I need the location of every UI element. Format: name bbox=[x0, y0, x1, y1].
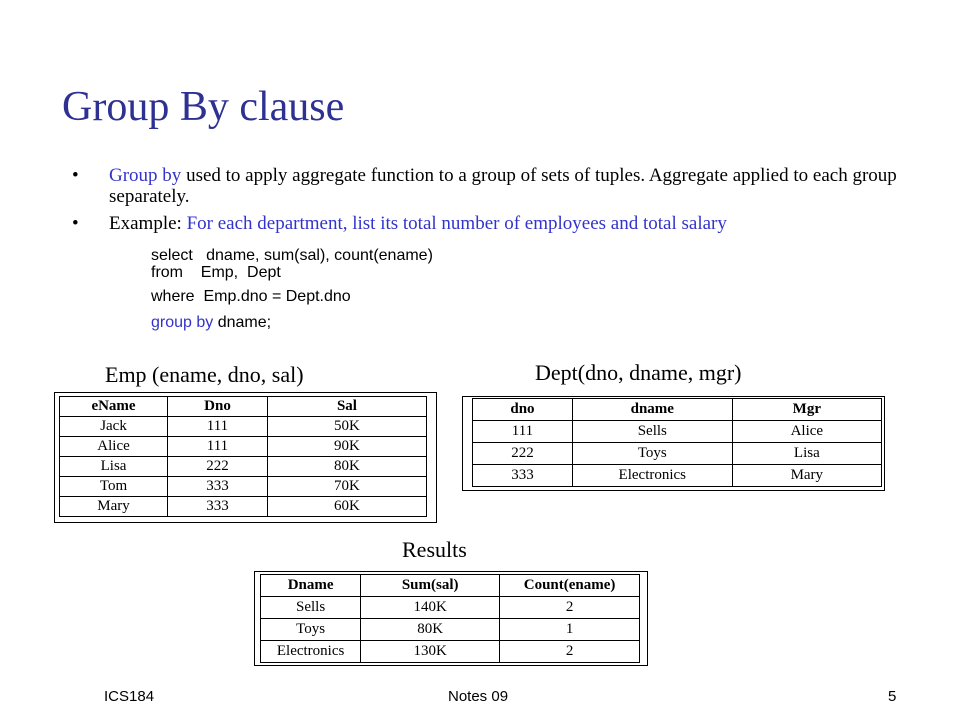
header-row bbox=[473, 399, 882, 421]
table-cell: Mary bbox=[60, 497, 168, 517]
table-cell: Toys bbox=[572, 443, 732, 465]
bullet-list bbox=[72, 165, 932, 240]
bullet-dot: • bbox=[72, 213, 79, 234]
table-row bbox=[60, 437, 427, 457]
table-cell: 222 bbox=[473, 443, 573, 465]
table-cell: Lisa bbox=[732, 443, 881, 465]
example-text: For each department, list its total number of employees and total salary bbox=[186, 213, 727, 234]
table-cell: 60K bbox=[267, 497, 426, 517]
column-header: eName bbox=[60, 397, 168, 417]
dept-caption: Dept(dno, dname, mgr) bbox=[535, 360, 742, 385]
column-header: Dname bbox=[261, 575, 361, 597]
keyword-group-by: Group by bbox=[109, 165, 182, 186]
column-header: Sal bbox=[267, 397, 426, 417]
results-table bbox=[260, 574, 640, 663]
table-cell: Mary bbox=[732, 465, 881, 487]
column-header: Sum(sal) bbox=[361, 575, 500, 597]
column-header: dname bbox=[572, 399, 732, 421]
table-cell: Lisa bbox=[60, 457, 168, 477]
table-cell: Electronics bbox=[572, 465, 732, 487]
column-header: Mgr bbox=[732, 399, 881, 421]
column-header: Dno bbox=[168, 397, 268, 417]
table-cell: Toys bbox=[261, 619, 361, 641]
table-cell: 333 bbox=[168, 497, 268, 517]
table-cell: 130K bbox=[361, 641, 500, 663]
table-cell: 70K bbox=[267, 477, 426, 497]
table-row bbox=[261, 641, 640, 663]
sql-group-line bbox=[151, 315, 271, 331]
results-caption: Results bbox=[402, 537, 467, 562]
sql-group-by-rest: dname; bbox=[213, 314, 272, 331]
table-cell: Electronics bbox=[261, 641, 361, 663]
table-cell: 50K bbox=[267, 417, 426, 437]
table-row bbox=[60, 457, 427, 477]
table-row bbox=[60, 417, 427, 437]
table-cell: 1 bbox=[500, 619, 640, 641]
table-row bbox=[261, 597, 640, 619]
header-row bbox=[261, 575, 640, 597]
column-header: Count(ename) bbox=[500, 575, 640, 597]
table-cell: Alice bbox=[60, 437, 168, 457]
table-row bbox=[473, 465, 882, 487]
table-cell: 90K bbox=[267, 437, 426, 457]
table-cell: 2 bbox=[500, 597, 640, 619]
table-cell: 80K bbox=[361, 619, 500, 641]
dept-table bbox=[472, 398, 882, 487]
bullet-example bbox=[72, 213, 932, 234]
table-cell: 111 bbox=[168, 417, 268, 437]
table-cell: 111 bbox=[473, 421, 573, 443]
sql-where-line: where Emp.dno = Dept.dno bbox=[151, 288, 351, 305]
column-header: dno bbox=[473, 399, 573, 421]
bullet-text bbox=[109, 213, 932, 234]
slide-title: Group By clause bbox=[62, 84, 345, 130]
bullet-dot: • bbox=[72, 165, 79, 186]
table-cell: Tom bbox=[60, 477, 168, 497]
footer-notes: Notes 09 bbox=[448, 688, 509, 705]
table-cell: 222 bbox=[168, 457, 268, 477]
footer-page-number: 5 bbox=[888, 688, 897, 705]
table-row bbox=[60, 477, 427, 497]
sql-group-by-keyword: group by bbox=[151, 314, 214, 331]
table-row bbox=[473, 443, 882, 465]
table-cell: 333 bbox=[473, 465, 573, 487]
table-row bbox=[473, 421, 882, 443]
emp-table bbox=[59, 396, 427, 517]
bullet-body: used to apply aggregate function to a group of sets of tuples. Aggregate applied to each group separately. bbox=[109, 165, 897, 207]
header-row bbox=[60, 397, 427, 417]
table-cell: Jack bbox=[60, 417, 168, 437]
bullet-text bbox=[109, 165, 932, 207]
table-cell: 111 bbox=[168, 437, 268, 457]
table-cell: Sells bbox=[572, 421, 732, 443]
emp-caption: Emp (ename, dno, sal) bbox=[105, 362, 304, 387]
table-row bbox=[261, 619, 640, 641]
table-row bbox=[60, 497, 427, 517]
bullet-group-by bbox=[72, 165, 932, 207]
table-cell: Sells bbox=[261, 597, 361, 619]
sql-from-line: from Emp, Dept bbox=[151, 264, 281, 281]
table-cell: Alice bbox=[732, 421, 881, 443]
sql-select-line: select dname, sum(sal), count(ename) bbox=[151, 247, 433, 264]
table-cell: 140K bbox=[361, 597, 500, 619]
table-cell: 80K bbox=[267, 457, 426, 477]
table-cell: 2 bbox=[500, 641, 640, 663]
table-cell: 333 bbox=[168, 477, 268, 497]
footer-course: ICS184 bbox=[104, 688, 155, 705]
example-prefix: Example: bbox=[109, 213, 187, 234]
